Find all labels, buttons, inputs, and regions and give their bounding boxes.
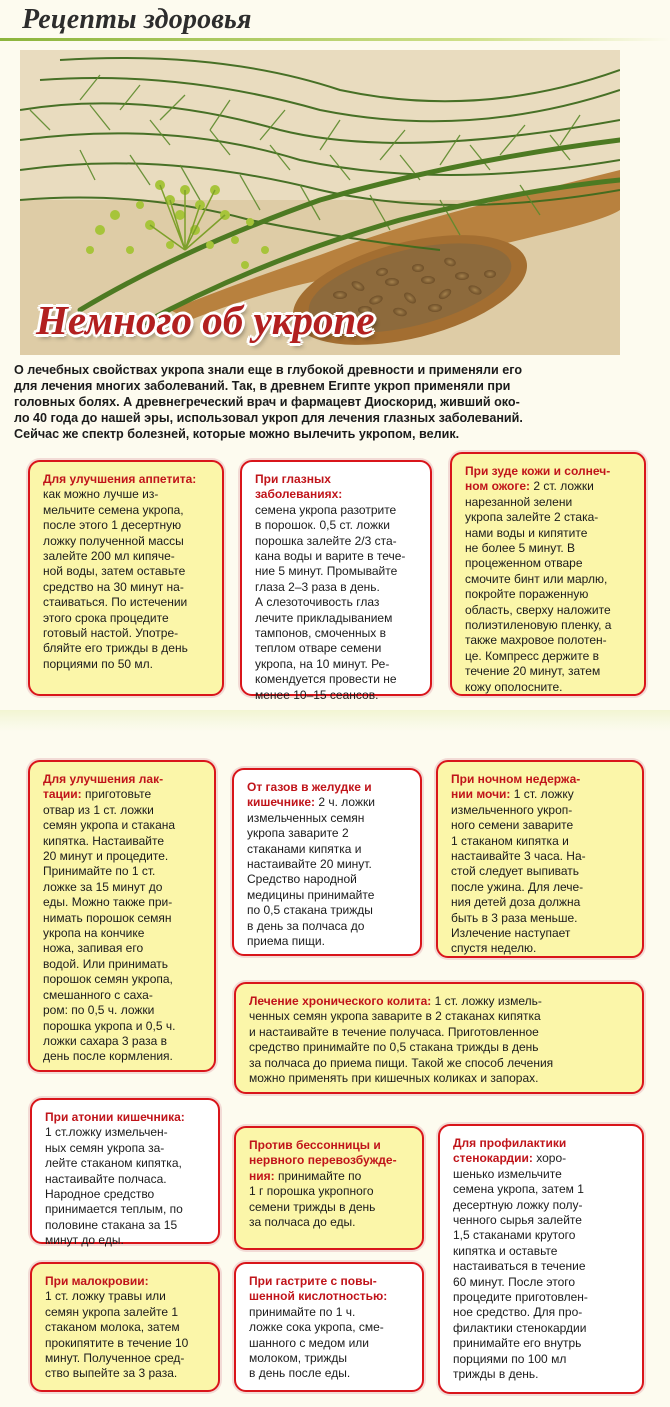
card-acidity-heading: При гастрите с повы- шенной кислотностью: bbox=[249, 1274, 388, 1304]
intro-paragraph: О лечебных свойствах укропа знали еще в глубокой древности и применяли его для лечения многих заболеваний. Так, в древнем Египте укроп применяли при головных болях. А древнегреческий врач и фармацевт Диоскорид, живший око- ло 40 года до нашей эры, использовал укроп для лечения глазных заболеваний. Сейчас же спектр болезней, которые можно вылечить укропом, велик. bbox=[14, 363, 523, 441]
card-angina bbox=[438, 1124, 644, 1394]
card-gas bbox=[232, 768, 422, 956]
card-insomnia bbox=[234, 1126, 424, 1250]
card-lactation-heading: Для улучшения лак- тации: bbox=[43, 772, 164, 802]
card-appetite-text: как можно лучше из- мельчите семена укропа, после этого 1 десертную ложку полученной массы залейте 200 мл кипяче- ной воды, затем оставьте средство на 30 минут на- стаиваться. По истечении этого срока процедите готовый настой. Употре- бляйте его трижды в день порциями по 50 мл. bbox=[43, 487, 188, 671]
card-atony bbox=[30, 1098, 220, 1248]
card-colitis-text: 1 ст. ложку измель- ченных семян укропа заварите в 2 стаканах кипятка и настаивайте в течение получаса. Приготовленное средство принимайте по 0,5 стакана трижды в день за полчаса до приема пищи. Такой же способ лечения можно применять при кишечных коликах и запорах. bbox=[249, 994, 554, 1086]
card-insomnia-text: принимайте по 1 г порошка укропного семени трижды в день за полчаса до еды. bbox=[249, 1168, 376, 1230]
card-lactation bbox=[28, 760, 216, 1072]
card-anemia bbox=[30, 1262, 220, 1392]
card-atony-heading: При атонии кишечника: bbox=[45, 1110, 185, 1124]
section-title: Рецепты здоровья bbox=[22, 4, 252, 35]
card-itch bbox=[450, 452, 646, 696]
card-acidity bbox=[234, 1262, 424, 1392]
section-divider bbox=[0, 710, 670, 732]
hero-title: Немного об укропе bbox=[36, 297, 375, 343]
card-incontinence-heading: При ночном недержа- нии мочи: bbox=[451, 772, 581, 802]
card-eyes bbox=[240, 460, 432, 702]
card-colitis-heading: Лечение хронического колита: bbox=[249, 994, 432, 1008]
card-incontinence-text: 1 ст. ложку измельченного укроп- ного семени заварите 1 стаканом кипятка и настаивайте 3 часа. На- стой следует выпивать после ужина. Для лече- ния детей доза должна быть в 3 раза меньше. Излечение наступает спустя неделю. bbox=[451, 787, 586, 956]
title-underline bbox=[0, 38, 670, 41]
card-gas-text: 2 ч. ложки измельченных семян укропа заварите 2 стаканами кипятка и настаивайте 20 минут. Средство народной медицины принимайте по 0,5 стакана трижды в день за полчаса до приема пищи. bbox=[247, 795, 375, 949]
card-appetite bbox=[28, 460, 224, 696]
card-eyes-text: семена укропа разотрите в порошок. 0,5 ст. ложки порошка залейте 2/3 ста- кана воды и варите в тече- ние 5 минут. Промывайте глаза 2–3 раза в день. А слезоточивость глаз лечите прикладыванием тампонов, смоченных в теплом отваре семени укропа, на 10 минут. Ре- комендуется провести не менее 10–15 сеансов. bbox=[255, 502, 406, 702]
card-angina-text: хоро- шенько измельчите семена укропа, затем 1 десертную ложку полу- ченного сырья залейте 1,5 стаканами крутого кипятка и оставьте настаиваться в течение 60 минут. После этого процедите приготовлен- ное средство. Для про- филактики стенокардии принимайте его внутрь порциями по 100 мл трижды в день. bbox=[453, 1151, 588, 1382]
card-acidity-text: принимайте по 1 ч. ложке сока укропа, сме- шанного с медом или молоком, трижды в день после еды. bbox=[249, 1304, 384, 1381]
card-eyes-heading: При глазных заболеваниях: bbox=[255, 472, 343, 502]
card-lactation-text: приготовьте отвар из 1 ст. ложки семян укропа и стакана кипятка. Настаивайте 20 минут и процедите. Принимайте по 1 ст. ложке за 15 минут до еды. Можно также при- нимать порошок семян укропа на кончике ножа, запивая его водой. Или принимать порошок семян укропа, смешанного с саха- ром: по 0,5 ч. ложки порошка укропа и 0,5 ч. ложки сахара 3 раза в день после кормления. bbox=[43, 787, 176, 1064]
card-insomnia-heading: Против бессонницы и нервного перевозбужде- ния: bbox=[249, 1138, 397, 1183]
hero-image bbox=[20, 50, 620, 355]
card-itch-heading: При зуде кожи и солнеч- ном ожоге: bbox=[465, 464, 611, 494]
card-incontinence bbox=[436, 760, 644, 958]
card-colitis bbox=[234, 982, 644, 1094]
card-angina-heading: Для профилактики стенокардии: bbox=[453, 1136, 567, 1166]
card-appetite-heading: Для улучшения аппетита: bbox=[43, 472, 197, 486]
card-anemia-text: 1 ст. ложку травы или семян укропа залейте 1 стаканом молока, затем прокипятите в течение 10 минут. Полученное сред- ство выпейте за 3 раза. bbox=[45, 1289, 189, 1381]
card-anemia-heading: При малокровии: bbox=[45, 1274, 149, 1288]
card-atony-text: 1 ст.ложку измельчен- ных семян укропа за- лейте стаканом кипятка, настаивайте полчаса. Народное средство принимается теплым, по половине стакана за 15 минут до еды. bbox=[45, 1125, 183, 1248]
card-itch-text: 2 ст. ложки нарезанной зелени укропа залейте 2 стака- нами воды и кипятите не более 5 минут. В процеженном отваре смочите бинт или марлю, покройте пораженную область, сверху наложите полиэтиленовую пленку, а также махровое полотен- це. Компресс держите в течение 20 минут, затем кожу ополосните. bbox=[465, 479, 612, 694]
card-gas-heading: От газов в желудке и кишечнике: bbox=[247, 780, 372, 810]
